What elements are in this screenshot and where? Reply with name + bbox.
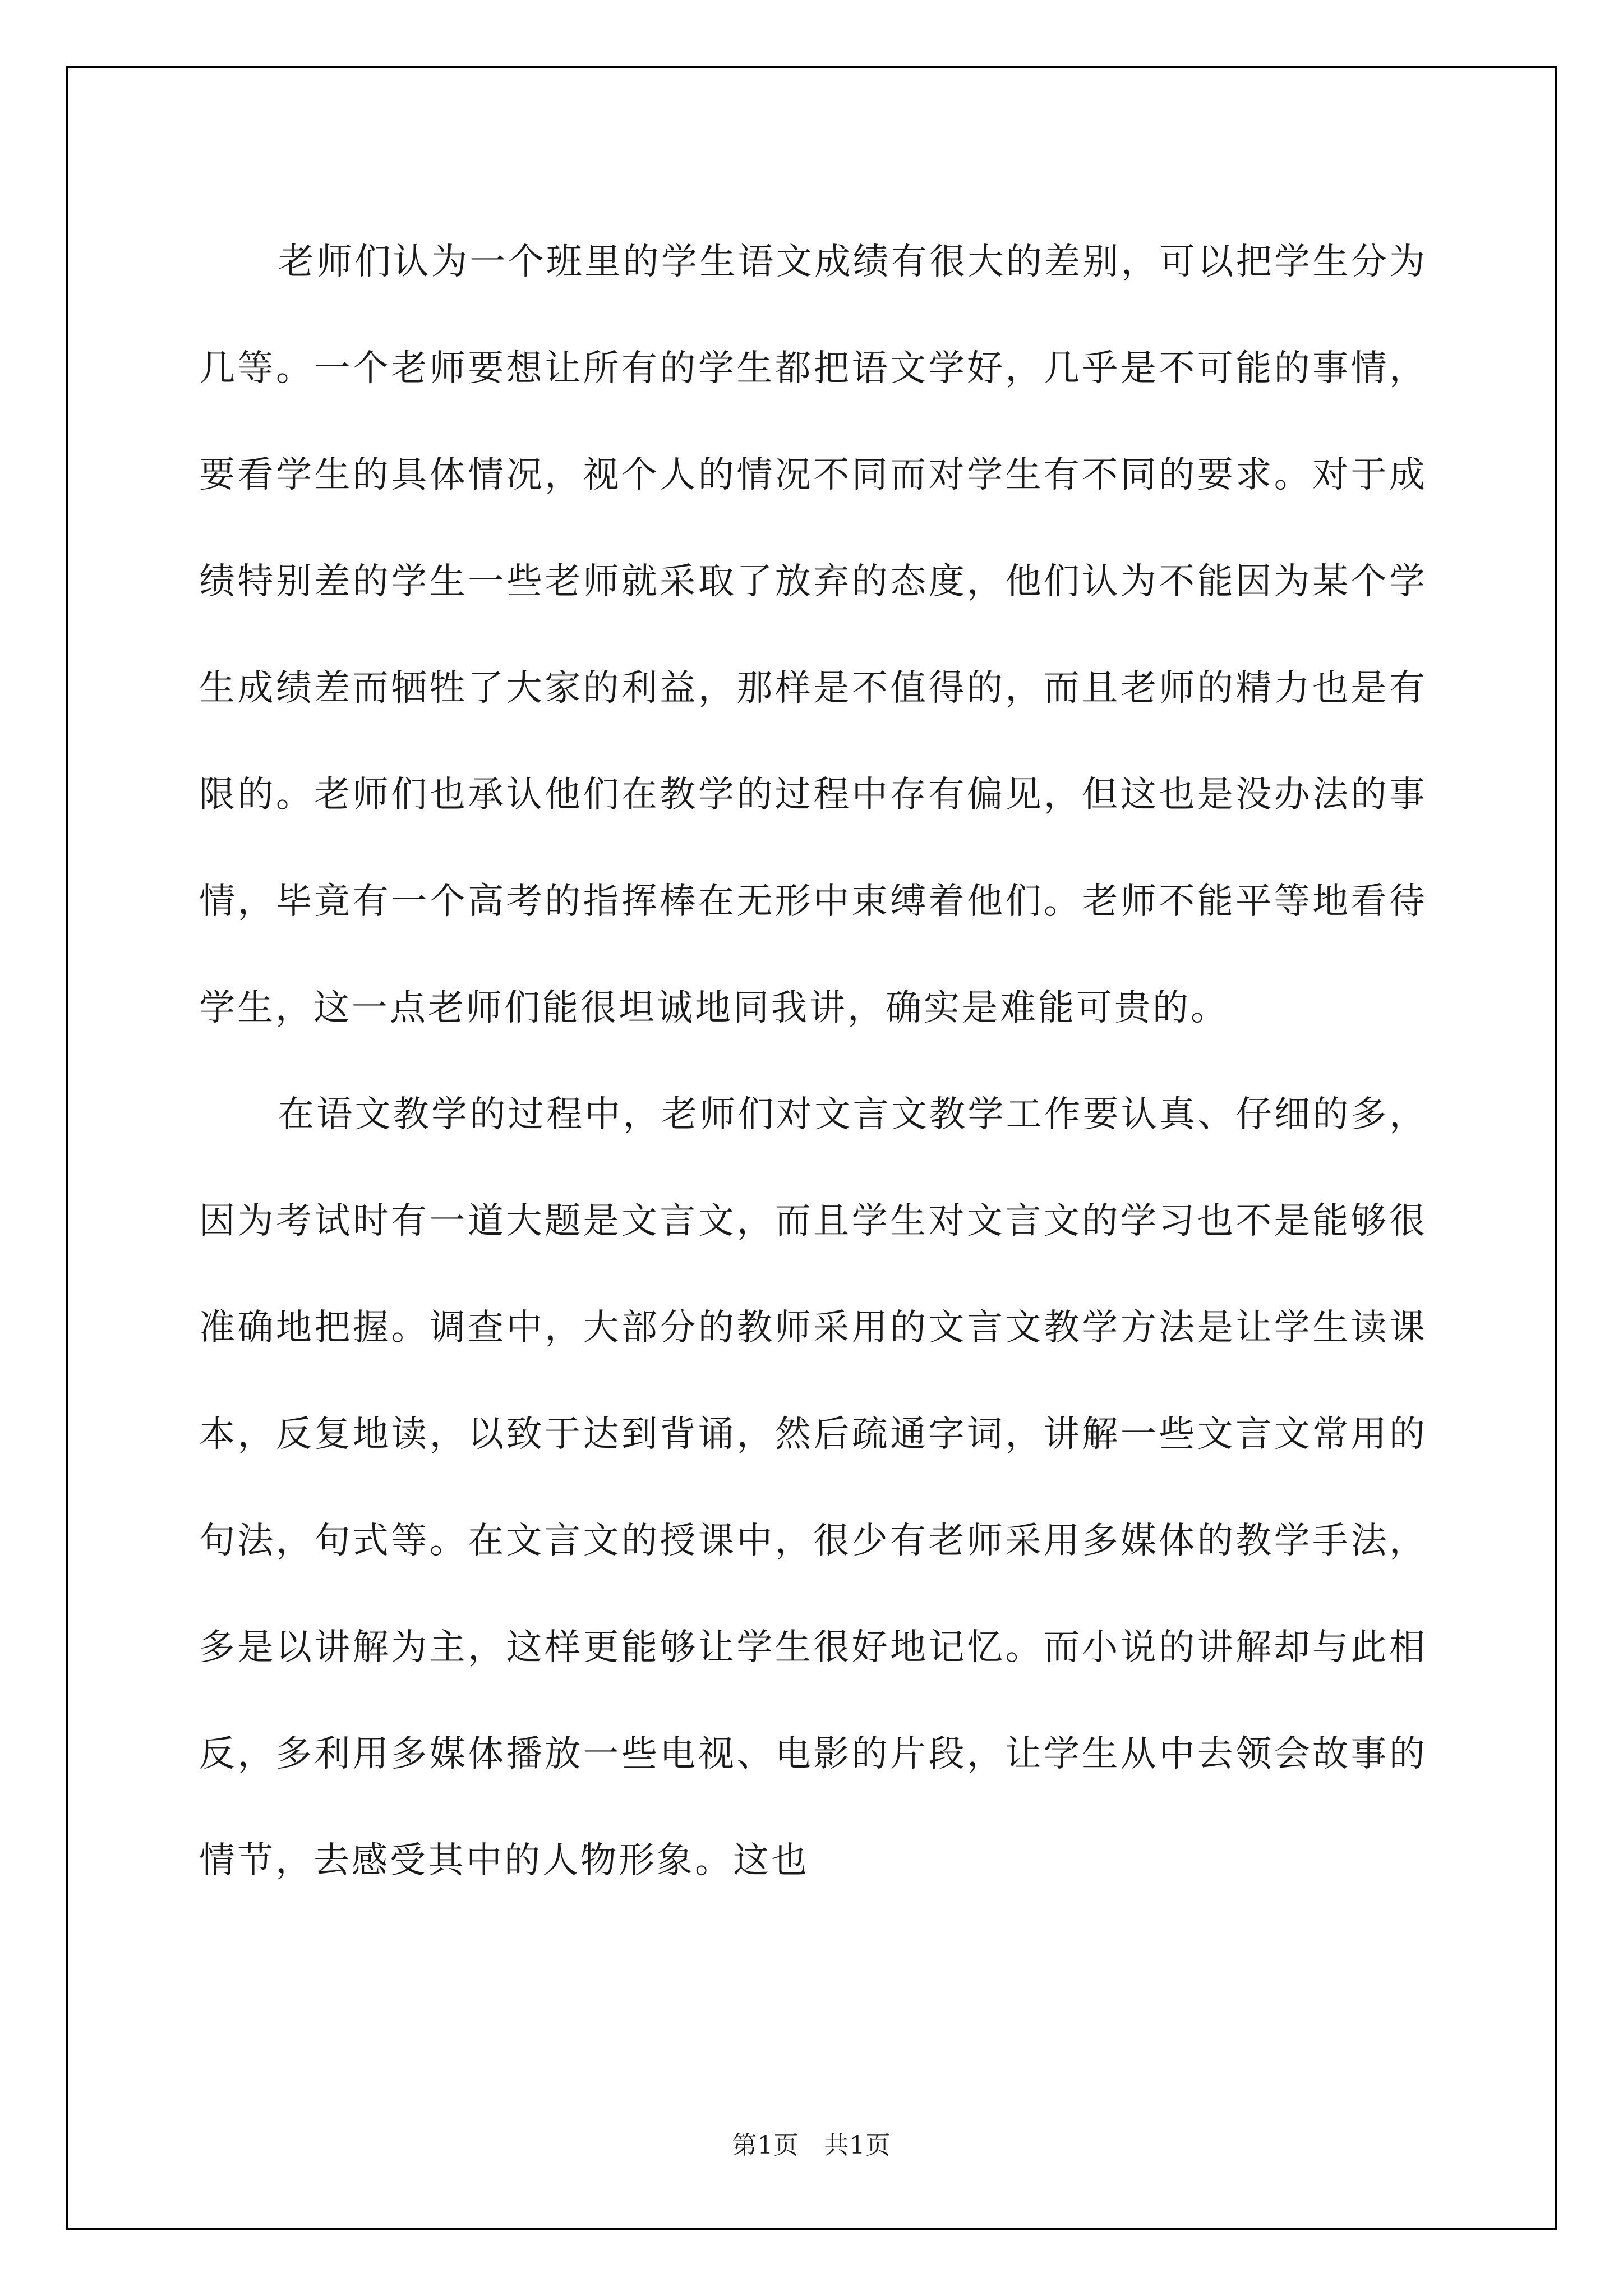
paragraph-1: 老师们认为一个班里的学生语文成绩有很大的差别，可以把学生分为几等。一个老师要想让所有的学生都把语文学好，几乎是不可能的事情，要看学生的具体情况，视个人的情况不同而对学生有不同的要求。对于成绩特别差的学生一些老师就采取了放弃的态度，他们认为不能因为某个学生成绩差而牺牲了大家的利益，那样是不值得的，而且老师的精力也是有限的。老师们也承认他们在教学的过程中存有偏见，但这也是没办法的事情，毕竟有一个高考的指挥棒在无形中束缚着他们。老师不能平等地看待学生，这一点老师们能很坦诚地同我讲，确实是难能可贵的。 [199, 241, 1427, 1029]
page-footer: 第1页 共1页 [732, 2131, 891, 2160]
paragraph-2: 在语文教学的过程中，老师们对文言文教学工作要认真、仔细的多，因为考试时有一道大题是文言文，而且学生对文言文的学习也不是能够很准确地把握。调查中，大部分的教师采用的文言文教学方法是让学生读课本，反复地读，以致于达到背诵，然后疏通字词，讲解一些文言文常用的句法，句式等。在文言文的授课中，很少有老师采用多媒体的教学手法，多是以讲解为主，这样更能够让学生很好地记忆。而小说的讲解却与此相反，多利用多媒体播放一些电视、电影的片段，让学生从中去领会故事的情节，去感受其中的人物形象。这也 [199, 1094, 1427, 1881]
document-body [199, 209, 1427, 1914]
